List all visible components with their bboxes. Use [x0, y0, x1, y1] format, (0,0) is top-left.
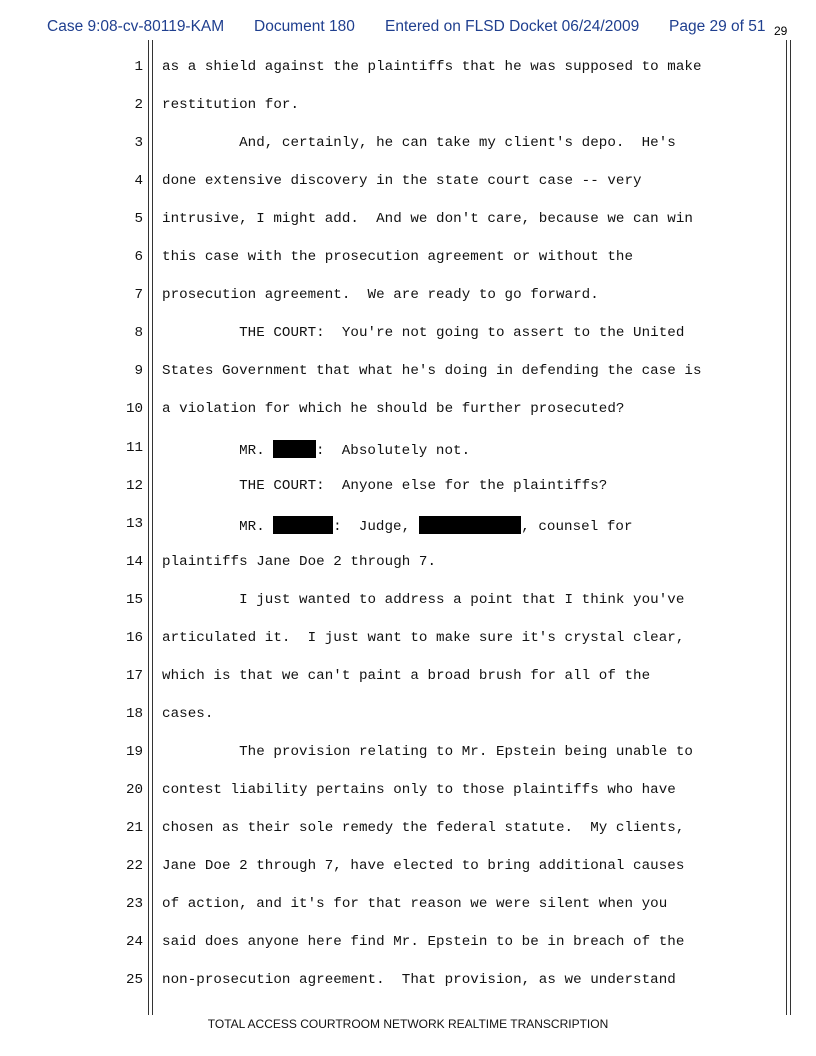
transcript-line: [0, 315, 816, 353]
line-text-segment: prosecution agreement. We are ready to go forward.: [162, 287, 599, 304]
docket-header: [0, 18, 816, 42]
line-text: [162, 706, 213, 722]
line-text: [162, 592, 684, 608]
line-number: 9: [134, 363, 143, 380]
transcript-line: [0, 468, 816, 506]
line-number: 3: [134, 135, 143, 152]
line-number: 24: [125, 934, 143, 951]
line-text: [162, 97, 299, 113]
transcript-line: [0, 772, 816, 810]
transcript-line: [0, 924, 816, 962]
case-number: Case 9:08-cv-80119-KAM: [47, 18, 225, 35]
line-number: 2: [134, 97, 143, 114]
line-text-segment: non-prosecution agreement. That provision, as we understand: [162, 972, 676, 989]
line-text: [162, 249, 633, 265]
line-number: 6: [134, 249, 143, 266]
line-text: [162, 858, 684, 874]
footer-transcription-service: TOTAL ACCESS COURTROOM NETWORK REALTIME TRANSCRIPTION: [207, 1017, 609, 1031]
line-text: [162, 820, 684, 836]
line-text-segment: : Absolutely not.: [316, 442, 471, 459]
line-number: 5: [134, 211, 143, 228]
line-text-segment: And, certainly, he can take my client's depo. He's: [162, 135, 676, 152]
line-text: [162, 325, 684, 341]
line-text-segment: as a shield against the plaintiffs that he was supposed to make: [162, 59, 702, 75]
line-text-segment: , counsel for: [521, 518, 633, 535]
transcript-line: [0, 696, 816, 734]
docket-entry: Entered on FLSD Docket 06/24/2009: [385, 18, 640, 35]
transcript-page-number: 29: [774, 24, 788, 38]
line-number: 12: [125, 477, 143, 494]
line-text-segment: intrusive, I might add. And we don't care, because we can win: [162, 211, 693, 228]
line-number: 20: [125, 781, 143, 798]
transcript-line: [0, 391, 816, 429]
line-text: [162, 363, 702, 379]
line-number: 21: [125, 820, 143, 836]
line-text-segment: I just wanted to address a point that I think you've: [162, 591, 685, 608]
line-number: 22: [125, 858, 143, 875]
line-text-segment: Jane Doe 2 through 7, have elected to bring additional causes: [162, 858, 685, 875]
line-text: [162, 934, 684, 950]
line-text: [162, 440, 470, 459]
transcript-line: [0, 239, 816, 277]
line-text: [162, 401, 624, 417]
line-number: 1: [134, 59, 143, 75]
transcript-line: [0, 810, 816, 848]
line-text: [162, 173, 642, 189]
redaction-block: [419, 516, 521, 534]
transcript-line: [0, 201, 816, 239]
line-text: [162, 896, 667, 912]
redaction-block: [273, 440, 316, 458]
page-of-total: Page 29 of 51: [669, 18, 766, 35]
line-text-segment: cases.: [162, 705, 214, 722]
line-number: 14: [125, 553, 143, 570]
line-text-segment: MR.: [162, 442, 274, 459]
line-text-segment: States Government that what he's doing in defending the case is: [162, 363, 702, 380]
transcript-line: [0, 125, 816, 163]
transcript-line: [0, 886, 816, 924]
line-text: [162, 554, 436, 570]
line-text-segment: said does anyone here find Mr. Epstein to be in breach of the: [162, 934, 685, 951]
transcript-line: [0, 87, 816, 125]
line-text: [162, 668, 650, 684]
line-text-segment: The provision relating to Mr. Epstein being unable to: [162, 743, 693, 760]
transcript-line: [0, 49, 816, 87]
line-text-segment: plaintiffs Jane Doe 2 through 7.: [162, 553, 437, 570]
line-number: 4: [134, 173, 143, 190]
line-text: [162, 782, 676, 798]
transcript-line: [0, 734, 816, 772]
line-text-segment: done extensive discovery in the state court case -- very: [162, 173, 642, 190]
transcript-line: [0, 620, 816, 658]
line-text: [162, 287, 599, 303]
redaction-block: [273, 516, 333, 534]
transcript-line: [0, 582, 816, 620]
document-number: Document 180: [254, 18, 355, 35]
line-number: 19: [125, 743, 143, 760]
line-number: 18: [125, 705, 143, 722]
line-text-segment: of action, and it's for that reason we were silent when you: [162, 896, 668, 913]
line-number: 23: [125, 896, 143, 913]
line-text: [162, 211, 693, 227]
transcript-line: [0, 544, 816, 582]
line-number: 13: [125, 515, 143, 532]
line-text-segment: contest liability pertains only to those plaintiffs who have: [162, 781, 676, 798]
line-number: 7: [134, 287, 143, 304]
line-number: 15: [125, 591, 143, 608]
line-text: [162, 744, 693, 760]
line-number: 25: [125, 972, 143, 989]
line-text-segment: THE COURT: You're not going to assert to the United: [162, 325, 685, 342]
transcript-line: [0, 163, 816, 201]
line-text-segment: MR.: [162, 518, 274, 535]
transcript-line: [0, 353, 816, 391]
line-text-segment: articulated it. I just want to make sure it's crystal clear,: [162, 629, 685, 646]
transcript-line: [0, 277, 816, 315]
line-text-segment: a violation for which he should be further prosecuted?: [162, 401, 625, 418]
transcript-line: [0, 506, 816, 544]
line-text: [162, 478, 607, 494]
line-number: 11: [125, 439, 143, 456]
line-text: [162, 59, 702, 75]
line-text: [162, 135, 676, 151]
transcript-line: [0, 658, 816, 696]
transcript-line: [0, 430, 816, 468]
line-text: [162, 516, 633, 535]
line-text-segment: this case with the prosecution agreement or without the: [162, 249, 634, 266]
transcript-line: [0, 962, 816, 1000]
line-number: 8: [134, 325, 143, 342]
line-text-segment: THE COURT: Anyone else for the plaintiffs?: [162, 477, 608, 494]
line-text: [162, 972, 676, 988]
line-number: 16: [125, 629, 143, 646]
line-number: 17: [125, 667, 143, 684]
line-text-segment: which is that we can't paint a broad brush for all of the: [162, 667, 651, 684]
line-number: 10: [125, 401, 143, 418]
line-text-segment: restitution for.: [162, 97, 300, 114]
line-text-segment: : Judge,: [333, 518, 419, 535]
transcript-line: [0, 848, 816, 886]
line-text: [162, 630, 684, 646]
line-text-segment: chosen as their sole remedy the federal statute. My clients,: [162, 820, 685, 836]
